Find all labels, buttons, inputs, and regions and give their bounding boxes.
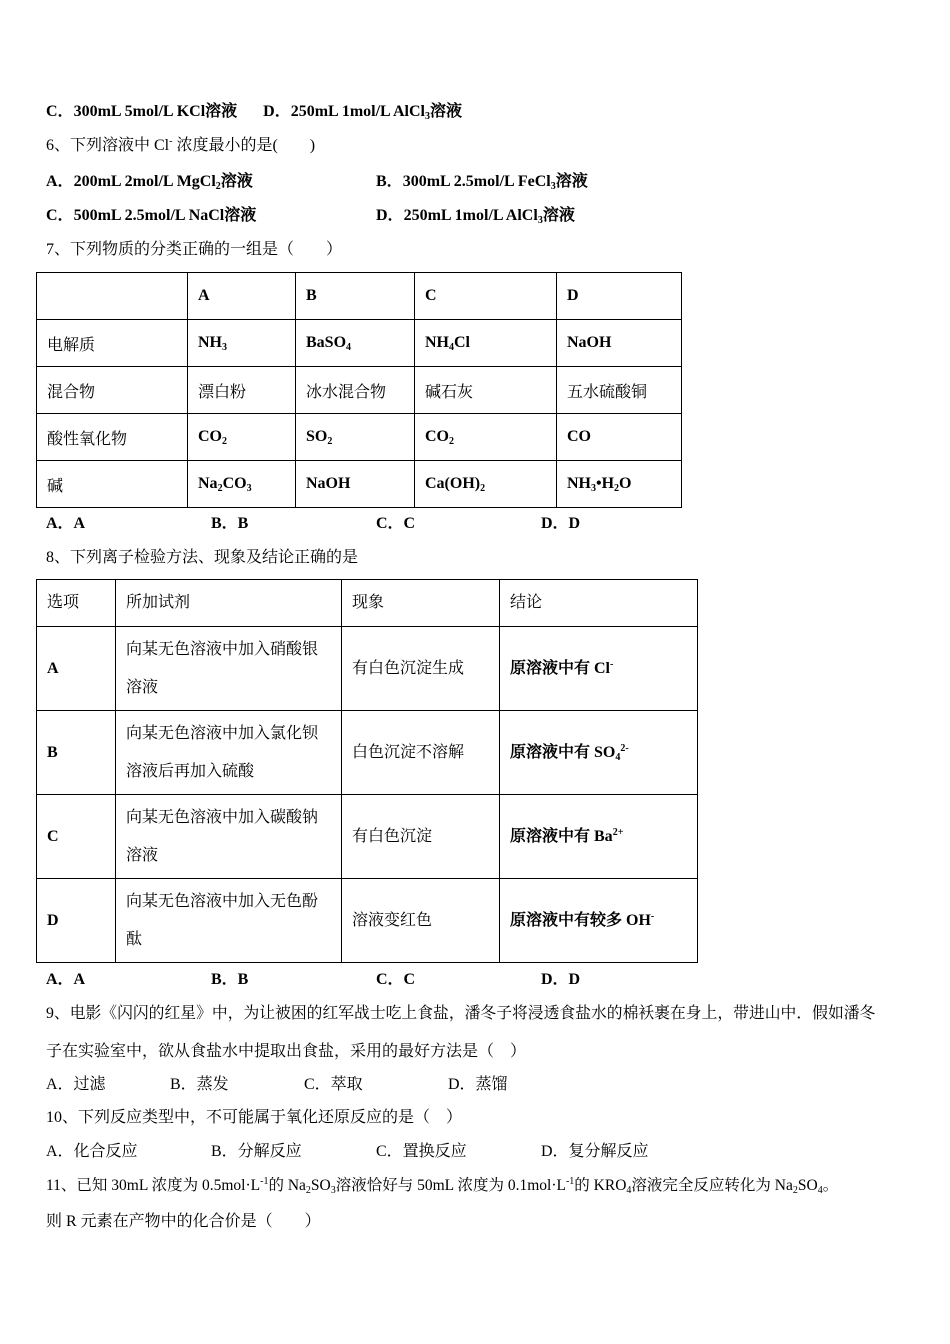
table-cell: 酸性氧化物 <box>37 414 188 461</box>
q11-stem-line1: 11、已知 30mL 浓度为 $0.5mol\cdot L^{-1}$的 $Na_2SO_3$溶液恰好与 50mL 浓度为 $0.1mol\cdot L^{-1}$的 $KRO_4$溶液完全反应转化为 $Na_2SO_4$。 <box>46 1176 839 1196</box>
table-cell: CO <box>557 414 682 461</box>
table-cell: A <box>37 627 116 711</box>
table-cell: 结论 <box>500 580 698 627</box>
q8-option-d: D．D <box>541 971 581 988</box>
table-row <box>37 711 698 795</box>
q8-ion-test-table <box>36 579 698 963</box>
q9-stem-line2: 子在实验室中，欲从食盐水中提取出食盐，采用的最好方法是（ ） <box>46 1043 527 1060</box>
table-cell: 向某无色溶液中加入硝酸银 溶液 <box>116 627 342 711</box>
q10-option-b: B．分解反应 <box>211 1143 302 1160</box>
table-cell: NaOH <box>557 320 682 367</box>
table-cell: C <box>415 273 557 320</box>
table-cell: 碱 <box>37 461 188 508</box>
q9-option-c: C．萃取 <box>304 1076 363 1093</box>
table-cell: $NH_4Cl$ <box>415 320 557 367</box>
table-cell: B <box>296 273 415 320</box>
q9-option-b: B．蒸发 <box>170 1076 229 1093</box>
table-cell: $Ca(OH)_2$ <box>415 461 557 508</box>
table-cell: D <box>557 273 682 320</box>
q8-option-b: B．B <box>211 971 249 988</box>
q7-stem: 7、下列物质的分类正确的一组是（ ） <box>46 241 343 258</box>
table-row <box>37 795 698 879</box>
q6-stem: 6、下列溶液中 Cl- 浓度最小的是( ) <box>46 136 316 154</box>
q9-option-a: A．过滤 <box>46 1076 106 1093</box>
table-cell: $Na_2CO_3$ <box>188 461 296 508</box>
table-cell: 五水硫酸铜 <box>557 367 682 414</box>
table-header-row <box>37 273 682 320</box>
q10-stem: 10、下列反应类型中，不可能属于氧化还原反应的是（ ） <box>46 1109 463 1126</box>
q11-stem-line2: 则 R 元素在产物中的化合价是（ ） <box>46 1213 321 1230</box>
table-row <box>37 320 682 367</box>
q9-stem-line1: 9、电影《闪闪的红星》中，为让被困的红军战士吃上食盐，潘冬子将浸透食盐水的棉袄裹在身上，带进山中．假如潘冬 <box>46 1005 876 1022</box>
table-cell: $CO_2$ <box>415 414 557 461</box>
q7-option-d: D．D <box>541 515 581 532</box>
table-cell: 冰水混合物 <box>296 367 415 414</box>
table-cell: 向某无色溶液中加入碳酸钠 溶液 <box>116 795 342 879</box>
table-header-row <box>37 580 698 627</box>
table-cell: 原溶液中有 $Ba^{2+}$ <box>500 795 698 879</box>
q8-option-c: C．C <box>376 971 416 988</box>
table-cell: 原溶液中有 Cl- <box>500 627 698 711</box>
table-cell: $SO_2$ <box>296 414 415 461</box>
table-cell: 混合物 <box>37 367 188 414</box>
table-cell: 溶液变红色 <box>342 879 500 963</box>
table-cell: 白色沉淀不溶解 <box>342 711 500 795</box>
q6-option-d: D．250mL 1mol/L AlCl$_3$溶液 <box>376 207 575 226</box>
table-row <box>37 367 682 414</box>
table-cell: 现象 <box>342 580 500 627</box>
table-cell: $NH_3$ <box>188 320 296 367</box>
q6-option-c: C．500mL 2.5mol/L NaCl溶液 <box>46 207 257 224</box>
table-cell: 向某无色溶液中加入氯化钡 溶液后再加入硫酸 <box>116 711 342 795</box>
table-cell: 有白色沉淀生成 <box>342 627 500 711</box>
table-cell: A <box>188 273 296 320</box>
q5-option-c: C．300mL 5mol/L KCl溶液 <box>46 103 238 120</box>
table-cell: BaSO$_4$ <box>296 320 415 367</box>
q9-option-d: D．蒸馏 <box>448 1076 508 1093</box>
table-row <box>37 627 698 711</box>
table-cell: 电解质 <box>37 320 188 367</box>
table-cell: 有白色沉淀 <box>342 795 500 879</box>
table-cell: 向某无色溶液中加入无色酚 酞 <box>116 879 342 963</box>
q7-option-b: B．B <box>211 515 249 532</box>
table-cell: C <box>37 795 116 879</box>
table-cell: 漂白粉 <box>188 367 296 414</box>
q7-option-a: A．A <box>46 515 86 532</box>
table-cell: 选项 <box>37 580 116 627</box>
q5-options-row <box>46 102 462 122</box>
table-cell: $NH_3•H_2O$ <box>557 461 682 508</box>
table-cell: D <box>37 879 116 963</box>
q6-option-b: B．300mL 2.5mol/L FeCl$_3$溶液 <box>376 173 588 192</box>
table-row <box>37 414 682 461</box>
table-cell: $CO_2$ <box>188 414 296 461</box>
table-cell: 碱石灰 <box>415 367 557 414</box>
q7-classification-table <box>36 272 682 508</box>
q10-option-d: D．复分解反应 <box>541 1143 649 1160</box>
table-cell: B <box>37 711 116 795</box>
q5-option-d: D．250mL 1mol/L AlCl$_3$溶液 <box>263 103 462 122</box>
q8-stem: 8、下列离子检验方法、现象及结论正确的是 <box>46 549 359 566</box>
q6-option-a: A．200mL 2mol/L MgCl$_2$溶液 <box>46 173 253 192</box>
table-cell <box>37 273 188 320</box>
q7-option-c: C．C <box>376 515 416 532</box>
table-cell: 原溶液中有 $SO_4^{2-}$ <box>500 711 698 795</box>
q8-option-a: A．A <box>46 971 86 988</box>
table-row <box>37 879 698 963</box>
q10-option-c: C．置换反应 <box>376 1143 467 1160</box>
table-cell: 原溶液中有较多 OH- <box>500 879 698 963</box>
table-cell: NaOH <box>296 461 415 508</box>
q10-option-a: A．化合反应 <box>46 1143 138 1160</box>
table-cell: 所加试剂 <box>116 580 342 627</box>
table-row <box>37 461 682 508</box>
